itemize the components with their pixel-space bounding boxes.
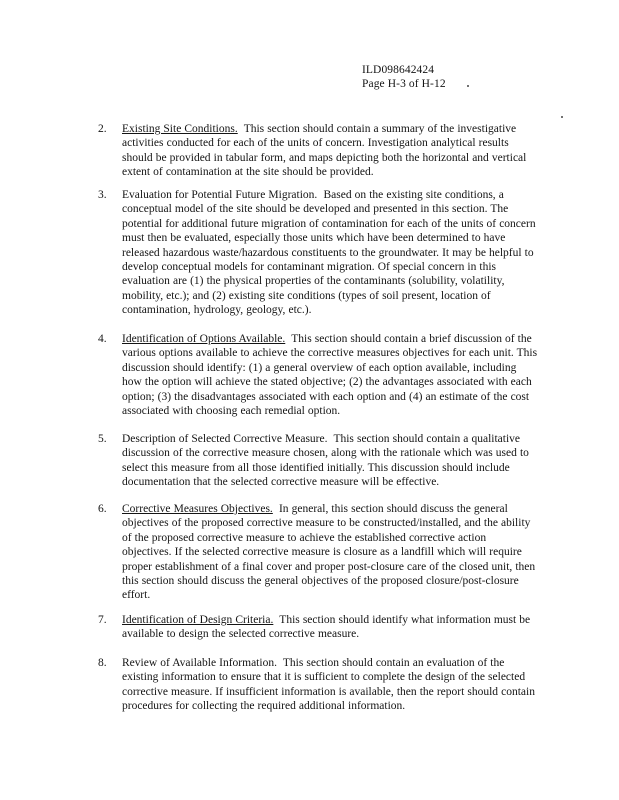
item-text: In general, this section should discuss the general objectives of the proposed corrective measure to be constructed/installed, and the ability of the proposed corrective measure to achieve the established corrective action objectives. If the selected corrective measure is closure as a landfill which will require proper establishment of a final cover and proper post-closure care of the closed unit, then this section should discuss the general objectives of the proposed closure/post-closure effort. (122, 503, 536, 602)
item-number: 3. (98, 189, 107, 201)
list-item (98, 332, 538, 418)
item-heading: Description of Selected Corrective Measure. (122, 433, 328, 445)
document-id: ILD098642424 (362, 64, 435, 76)
list-item (98, 502, 538, 603)
item-paragraph (122, 502, 538, 603)
item-text: This section should contain an evaluation of the existing information to ensure that it is sufficient to complete the design of the selected corrective measure. If insufficient information is available, then the report should contain procedures for collecting the required additional information. (122, 657, 535, 713)
item-number: 2. (98, 123, 107, 135)
item-number: 4. (98, 333, 107, 345)
item-paragraph (122, 432, 538, 490)
scan-speck (467, 85, 469, 87)
item-text: This section should contain a qualitative discussion of the corrective measure chosen, along with the rationale which was used to select this measure from all those identified initially. This discussion should include documentation that the selected corrective measure will be effective. (122, 433, 529, 489)
item-heading: Identification of Design Criteria. (122, 614, 274, 626)
item-paragraph (122, 613, 538, 642)
list-item (98, 122, 538, 180)
item-number: 7. (98, 614, 107, 626)
item-text: This section should contain a brief discussion of the various options available to achieve the corrective measures objectives for each unit. This discussion should identify: (1) a general overview of each option available, including how the option will achieve the stated objective; (2) the advantages associated with each option; (3) the disadvantages associated with each option and (4) an estimate of the cost associated with choosing each remedial option. (122, 333, 538, 418)
item-heading: Review of Available Information. (122, 657, 277, 669)
item-paragraph (122, 656, 538, 714)
item-number: 5. (98, 433, 107, 445)
item-heading: Corrective Measures Objectives. (122, 503, 273, 515)
item-number: 6. (98, 503, 107, 515)
page-header (362, 63, 446, 91)
item-heading: Existing Site Conditions. (122, 123, 238, 135)
list-item (98, 188, 538, 318)
scan-speck (561, 116, 563, 118)
item-paragraph (122, 122, 538, 180)
item-text: This section should contain a summary of the investigative activities conducted for each of the units of concern. Investigation analytical results should be provided in tabular form, and maps depicting both the horizontal and vertical extent of contamination at the site should be provided. (122, 123, 527, 179)
page-number: Page H-3 of H-12 (362, 78, 446, 90)
item-paragraph (122, 188, 538, 318)
item-text: Based on the existing site conditions, a conceptual model of the site should be developed and presented in this section. The potential for additional future migration of contamination for each of the units of concern must then be evaluated, especially those units which have been determined to have released hazardous waste/hazardous constituents to the groundwater. It may be helpful to develop conceptual models for contaminant migration. Of special concern in this evaluation are (1) the physical properties of the contaminants (solubility, volatility, mobility, etc.); and (2) existing site conditions (types of soil present, location of contamination, hydrology, geology, etc.). (122, 189, 536, 317)
item-number: 8. (98, 657, 107, 669)
item-heading: Identification of Options Available. (122, 333, 286, 345)
item-heading: Evaluation for Potential Future Migration. (122, 189, 318, 201)
list-item (98, 432, 538, 490)
item-paragraph (122, 332, 538, 418)
item-text: This section should identify what information must be available to design the selected corrective measure. (122, 614, 531, 641)
list-item (98, 656, 538, 714)
list-item (98, 613, 538, 642)
